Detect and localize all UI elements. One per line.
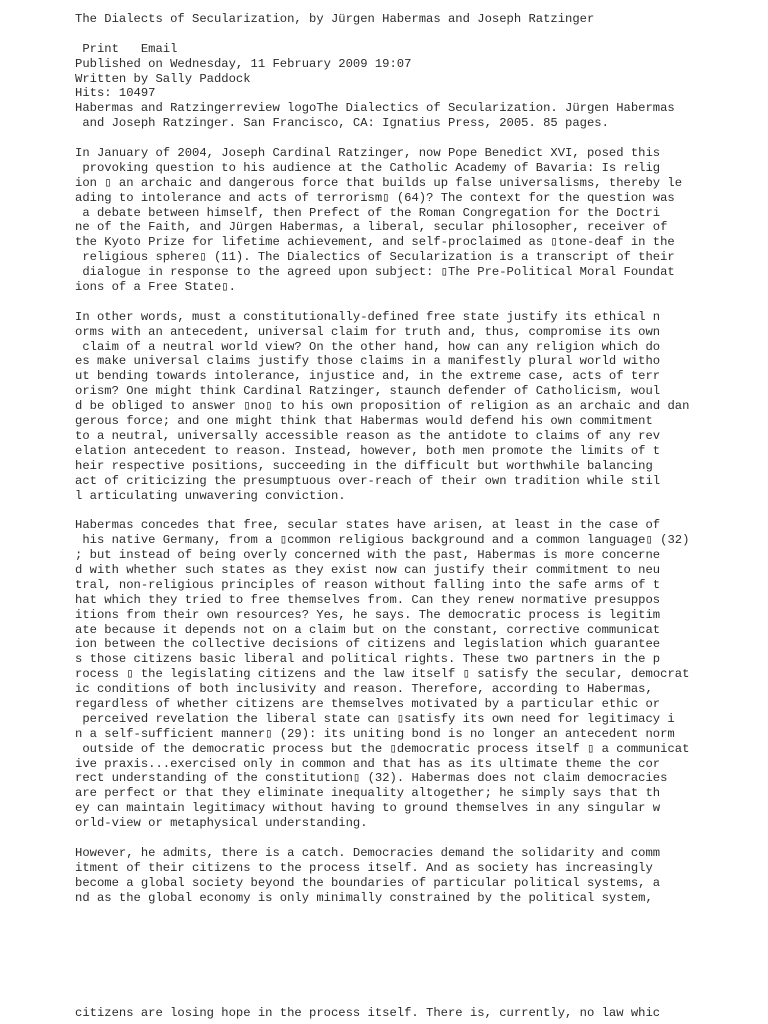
text-line: provoking question to his audience at the Catholic Academy of Bavaria: Is relig [75, 160, 661, 175]
print-link[interactable]: Print [82, 41, 119, 56]
text-line: orms with an antecedent, universal claim for truth and, thus, compromise its own [75, 324, 661, 339]
next-page-text-line: citizens are losing hope in the process itself. There is, currently, no law whic [75, 1006, 661, 1020]
author-byline: Written by Sally Paddock [75, 71, 251, 86]
text-line: ion between the collective decisions of citizens and legislation which guarantee [75, 637, 661, 652]
text-line: perceived revelation the liberal state can ▯satisfy its own need for legitimacy i [75, 711, 675, 726]
text-line: ic conditions of both inclusivity and reason. Therefore, according to Habermas, [75, 682, 653, 697]
text-line: hat which they tried to free themselves from. Can they renew normative presuppos [75, 592, 661, 607]
paragraph-2 [75, 310, 735, 504]
text-line: ion ▯ an archaic and dangerous force that builds up false universalisms, thereby le [75, 175, 683, 190]
text-line: In January of 2004, Joseph Cardinal Ratzinger, now Pope Benedict XVI, posed this [75, 146, 661, 161]
text-line: ne of the Faith, and Jürgen Habermas, a liberal, secular philosopher, receiver of [75, 220, 668, 235]
text-line: nd as the global economy is only minimally constrained by the political system, [75, 890, 653, 905]
text-line: ut bending towards intolerance, injustice and, in the extreme case, acts of terr [75, 369, 661, 384]
paragraph-3 [75, 518, 735, 831]
email-link[interactable]: Email [140, 41, 178, 56]
text-line: claim of a neutral world view? On the other hand, how can any religion which do [75, 339, 661, 354]
text-line: dialogue in response to the agreed upon subject: ▯The Pre-Political Moral Foundat [75, 265, 675, 280]
text-line: outside of the democratic process but the ▯democratic process itself ▯ a communicat [75, 741, 690, 756]
article-title: The Dialects of Secularization, by Jürgen Habermas and Joseph Ratzinger [75, 12, 595, 26]
text-line: orism? One might think Cardinal Ratzinger, staunch defender of Catholicism, woul [75, 384, 661, 399]
text-line: regardless of whether citizens are themselves motivated by a particular ethic or [75, 696, 661, 711]
text-line: itions from their own resources? Yes, he says. The democratic process is legitim [75, 607, 661, 622]
text-line: gerous force; and one might think that Habermas would defend his own commitment [75, 414, 653, 429]
text-line: become a global society beyond the boundaries of particular political systems, a [75, 875, 661, 890]
text-line: ey can maintain legitimacy without having to ground themselves in any singular w [75, 801, 661, 816]
text-line: es make universal claims justify those claims in a manifestly plural world witho [75, 354, 661, 369]
text-line: rect understanding of the constitution▯ (32). Habermas does not claim democracies [75, 771, 668, 786]
text-line: orld-view or metaphysical understanding. [75, 816, 368, 831]
text-line: religious sphere▯ (11). The Dialectics of Secularization is a transcript of their [75, 250, 675, 265]
text-line: ; but instead of being overly concerned with the past, Habermas is more concerne [75, 548, 661, 563]
article [75, 12, 735, 905]
paragraph-1 [75, 146, 735, 295]
text-line: elation antecedent to reason. Instead, however, both men promote the limits of t [75, 443, 661, 458]
text-line: are perfect or that they eliminate inequality altogether; he simply says that th [75, 786, 661, 801]
citation-line: Habermas and Ratzingerreview logoThe Dialectics of Secularization. Jürgen Habermas [75, 101, 675, 116]
published-date: Published on Wednesday, 11 February 2009 19:07 [75, 56, 412, 71]
text-line: his native Germany, from a ▯common religious background and a common language▯ (32) [75, 533, 690, 548]
text-line: rocess ▯ the legislating citizens and the law itself ▯ satisfy the secular, democrat [75, 667, 690, 682]
paragraph-4 [75, 846, 735, 906]
text-line: a debate between himself, then Prefect of the Roman Congregation for the Doctri [75, 205, 661, 220]
text-line: l articulating unwavering conviction. [75, 488, 346, 503]
text-line: n a self-sufficient manner▯ (29): its uniting bond is no longer an antecedent norm [75, 726, 675, 741]
hits-count: Hits: 10497 [75, 86, 156, 101]
text-line: itment of their citizens to the process itself. And as society has increasingly [75, 860, 653, 875]
text-line: s those citizens basic liberal and political rights. These two partners in the p [75, 652, 661, 667]
text-line: tral, non-religious principles of reason without falling into the safe arms of t [75, 577, 661, 592]
text-line: to a neutral, universally accessible reason as the antidote to claims of any rev [75, 428, 661, 443]
text-line: ading to intolerance and acts of terrorism▯ (64)? The context for the question was [75, 190, 675, 205]
text-line: d with whether such states as they exist now can justify their commitment to neu [75, 562, 661, 577]
text-line: ate because it depends not on a claim but on the constant, corrective communicat [75, 622, 661, 637]
text-line: In other words, must a constitutionally-defined free state justify its ethical n [75, 309, 661, 324]
text-line: d be obliged to answer ▯no▯ to his own proposition of religion as an archaic and dan [75, 399, 690, 414]
text-line: Habermas concedes that free, secular states have arisen, at least in the case of [75, 518, 661, 533]
article-actions [75, 42, 735, 57]
text-line: heir respective positions, succeeding in the difficult but worthwhile balancing [75, 458, 653, 473]
text-line: ive praxis...exercised only in common and that has as its ultimate theme the cor [75, 756, 661, 771]
text-line: act of criticizing the presumptuous over-reach of their own tradition while stil [75, 473, 661, 488]
citation-line: and Joseph Ratzinger. San Francisco, CA: Ignatius Press, 2005. 85 pages. [75, 116, 609, 131]
text-line: the Kyoto Prize for lifetime achievement, and self-proclaimed as ▯tone-deaf in the [75, 235, 675, 250]
text-line: ions of a Free State▯. [75, 280, 236, 295]
text-line: However, he admits, there is a catch. Democracies demand the solidarity and comm [75, 845, 661, 860]
